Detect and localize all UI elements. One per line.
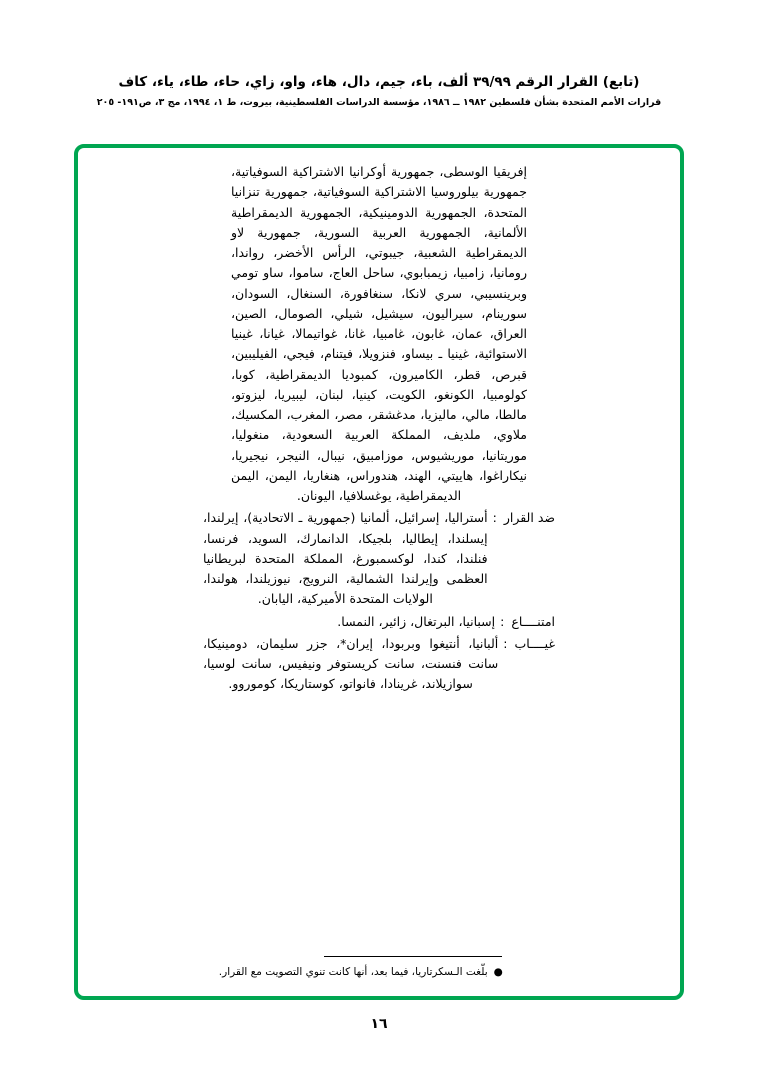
footnote-text: بلّغت الـسكرتاريا، فيما بعد، أنها كانت تنوي التصويت مع القرار.: [218, 966, 488, 978]
page-header: [0, 72, 758, 110]
vote-text-against: أستراليا، إسرائيل، ألمانيا (جمهورية ـ الاتحادية)، إيرلندا، إيسلندا، إيطاليا، بلجيكا، الدانمارك، السويد، فرنسا، فنلندا، كندا، لوكسمبورغ، المملكة المتحدة لبريطانيا العظمى وإيرلندا الشمالية، النرويج، نيوزيلندا، هولندا، الولايات المتحدة الأميركية، اليابان.: [203, 510, 488, 607]
countries-in-favor-paragraph: إفريقيا الوسطى، جمهورية أوكرانيا الاشتراكية السوفياتية، جمهورية بيلوروسيا الاشتراكية السوفياتية، جمهورية تنزانيا المتحدة، الجمهورية الدومينيكية، الجمهورية الديمقراطية الألمانية، الجمهورية العربية السورية، جمهورية لاو الديمقراطية الشعبية، جيبوتي، الرأس الأخضر، رواندا، رومانيا، زامبيا، زيمبابوي، ساحل العاج، ساموا، ساو تومي وبرينسيبي، سري لانكا، سنغافورة، السنغال، السودان، سورينام، سيراليون، سيشيل، شيلي، الصومال، الصين، العراق، عمان، غابون، غامبيا، غانا، غواتيمالا، غيانا، غينيا الاستوائية، غينيا ـ بيساو، فنزويلا، فيتنام، فيجي، الفيليبين، قبرص، قطر، الكاميرون، كمبوديا الديمقراطية، كوبا، كولومبيا، الكونغو، الكويت، كينيا، لبنان، ليبيريا، ليزوتو، مالطا، مالي، ماليزيا، مدغشقر، مصر، المغرب، المكسيك، ملاوي، ملديف، المملكة العربية السعودية، منغوليا، موريتانيا، موريشيوس، موزامبيق، نيبال، النيجر، نيجيريا، نيكاراغوا، هاييتي، الهند، هندوراس، هنغاريا، اليمن، اليمن الديمقراطية، يوغسلافيا، اليونان.: [231, 164, 527, 503]
document-content: [78, 162, 680, 996]
page-title: (تابع) القرار الرقم ٣٩/٩٩ ألف، باء، جيم، دال، هاء، واو، زاي، حاء، طاء، ياء، كاف: [118, 74, 640, 90]
page-number: ١٦: [370, 1016, 388, 1032]
vote-colon-abstain: :: [500, 613, 505, 629]
vote-row-abstain: [203, 612, 555, 632]
vote-row-against: [203, 508, 555, 609]
vote-colon-against: :: [492, 510, 497, 526]
footnote-divider: [324, 956, 502, 957]
vote-row-absent: [203, 634, 555, 695]
vote-label-against: ضد القرار: [503, 510, 555, 526]
vote-label-absent: غيــــاب: [514, 635, 555, 651]
vote-text-abstain: إسبانيا، البرتغال، زائير، النمسا.: [337, 613, 496, 629]
vote-colon-absent: :: [503, 635, 508, 651]
vote-text-absent: ألبانيا، أنتيغوا وبربودا، إيران*، جزر سليمان، دومينيكا، سانت فنسنت، سانت كريستوفر ونيفيس، سانت لوسيا، سوازيلاند، غرينادا، فانواتو، كوستاريكا، كوموروو.: [203, 635, 499, 692]
vote-label-abstain: امتنــــاع: [511, 613, 555, 629]
page-subtitle: قرارات الأمم المتحدة بشأن فلسطين ١٩٨٢ ــ ١٩٨٦، مؤسسة الدراسات الفلسطينية، بيروت، ط ١، ١٩٩٤، مج ٣، ص١٩١- ٢٠٥: [96, 97, 662, 109]
footnote-section: [106, 956, 652, 978]
content-frame: [74, 144, 684, 1000]
footnote-line: [106, 966, 652, 978]
footnote-bullet-icon: ●: [493, 966, 504, 978]
